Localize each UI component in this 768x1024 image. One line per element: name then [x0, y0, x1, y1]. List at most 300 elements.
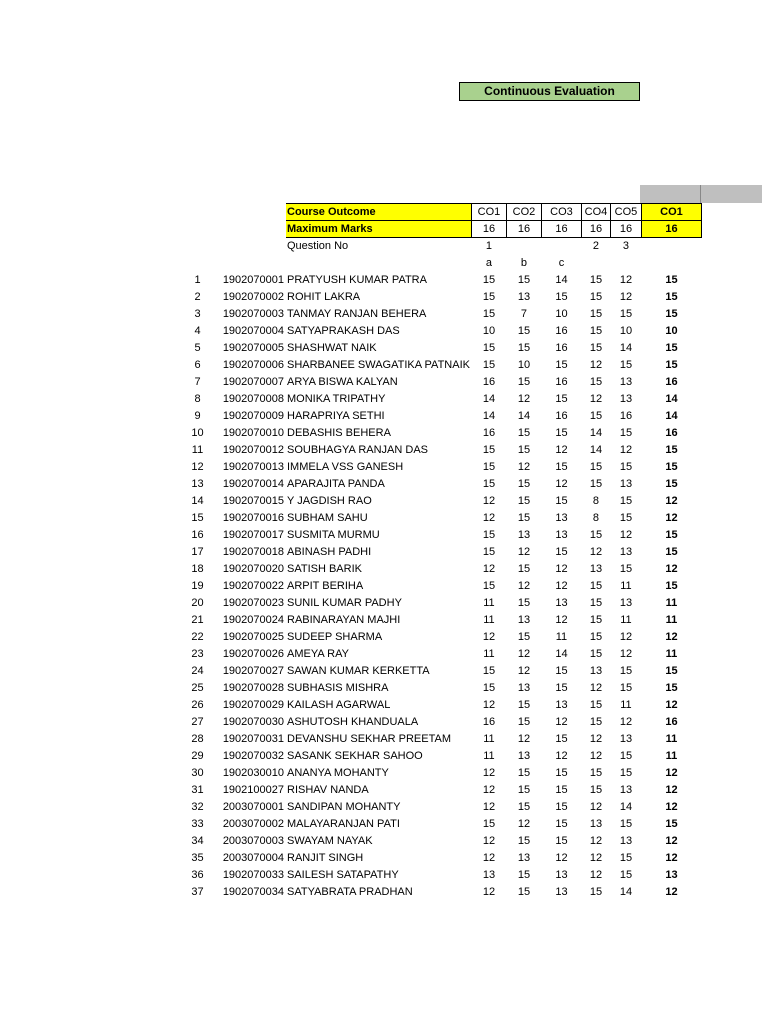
mark-q3: 15: [619, 665, 633, 677]
mark-q2: 15: [589, 291, 603, 303]
sub-part: a: [485, 257, 493, 269]
serial-no: 23: [191, 648, 204, 660]
max-marks-row: [188, 221, 702, 238]
co-header: CO1: [471, 204, 506, 221]
co1-score: 11: [665, 750, 678, 762]
table-row: [188, 561, 702, 578]
mark-q2: 8: [592, 512, 600, 524]
mark-q1a: 10: [482, 325, 496, 337]
student-name: DEBASHIS BEHERA: [287, 427, 391, 439]
mark-q3: 11: [620, 614, 632, 626]
roll-no: 2003070002: [222, 818, 284, 830]
roll-no: 2003070003: [222, 835, 284, 847]
student-name: ANANYA MOHANTY: [287, 767, 389, 779]
mark-q2: 15: [589, 461, 603, 473]
max-mark: 16: [541, 221, 581, 238]
sub-part-row: [188, 255, 702, 272]
mark-q1c: 15: [555, 546, 568, 558]
serial-no: 34: [191, 835, 204, 847]
table-row: [188, 357, 702, 374]
roll-no: 1902070025: [222, 631, 284, 643]
mark-q3: 13: [619, 784, 633, 796]
serial-no: 13: [191, 478, 204, 490]
co1-score: 12: [665, 767, 678, 779]
mark-q1a: 13: [482, 869, 496, 881]
student-name: SATYABRATA PRADHAN: [287, 886, 413, 898]
max-mark: 16: [471, 221, 506, 238]
table-row: [188, 374, 702, 391]
mark-q3: 11: [620, 699, 632, 711]
mark-q3: 13: [619, 546, 633, 558]
mark-q1a: 16: [482, 427, 496, 439]
mark-q1c: 15: [555, 427, 568, 439]
mark-q2: 14: [589, 427, 603, 439]
serial-no: 21: [191, 614, 204, 626]
serial-no: 8: [194, 393, 201, 405]
mark-q2: 12: [589, 546, 603, 558]
mark-q2: 15: [589, 325, 603, 337]
roll-no: 1902070009: [222, 410, 284, 422]
roll-no: 1902070030: [222, 716, 284, 728]
roll-no: 1902070003: [222, 308, 284, 320]
co1-score: 11: [665, 648, 678, 660]
mark-q1b: 13: [517, 750, 531, 762]
mark-q1a: 15: [482, 461, 496, 473]
mark-q3: 13: [619, 376, 633, 388]
mark-q3: 12: [619, 648, 633, 660]
mark-q3: 15: [619, 852, 633, 864]
roll-no: 1902030010: [222, 767, 284, 779]
mark-q3: 15: [619, 767, 633, 779]
mark-q1b: 12: [517, 665, 531, 677]
mark-q1a: 15: [482, 291, 496, 303]
mark-q1a: 15: [482, 274, 496, 286]
mark-q1b: 15: [517, 376, 531, 388]
student-name: HARAPRIYA SETHI: [287, 410, 385, 422]
mark-q1a: 12: [482, 767, 496, 779]
roll-no: 1902070008: [222, 393, 284, 405]
mark-q1c: 15: [555, 665, 568, 677]
serial-no: 5: [194, 342, 201, 354]
mark-q1c: 16: [555, 410, 568, 422]
mark-q1b: 15: [517, 495, 531, 507]
mark-q1a: 15: [482, 580, 496, 592]
student-name: ROHIT LAKRA: [287, 291, 361, 303]
question-no: 1: [485, 240, 493, 252]
mark-q1a: 12: [482, 699, 496, 711]
mark-q2: 15: [589, 308, 603, 320]
mark-q1c: 12: [555, 716, 568, 728]
student-name: SWAYAM NAYAK: [287, 835, 373, 847]
mark-q1c: 12: [555, 444, 568, 456]
mark-q1b: 13: [517, 682, 531, 694]
student-name: RISHAV NANDA: [287, 784, 369, 796]
table-row: [188, 884, 702, 901]
table-row: [188, 646, 702, 663]
co1-score: 15: [665, 478, 678, 490]
table-row: [188, 612, 702, 629]
mark-q1b: 15: [517, 801, 531, 813]
mark-q2: 13: [589, 818, 603, 830]
mark-q1b: 15: [517, 886, 531, 898]
co1-score: 12: [665, 495, 678, 507]
mark-q1c: 16: [555, 342, 568, 354]
mark-q3: 11: [620, 580, 632, 592]
roll-no: 1902070032: [222, 750, 284, 762]
student-name: SHASHWAT NAIK: [287, 342, 377, 354]
co1-score: 12: [665, 801, 678, 813]
mark-q1b: 12: [517, 648, 531, 660]
mark-q1a: 14: [482, 393, 496, 405]
co1-score: 15: [665, 461, 678, 473]
mark-q1c: 15: [555, 359, 568, 371]
serial-no: 18: [191, 563, 204, 575]
roll-no: 1902070031: [222, 733, 284, 745]
mark-q1b: 12: [517, 546, 531, 558]
mark-q3: 12: [619, 716, 633, 728]
mark-q1a: 15: [482, 478, 496, 490]
mark-q3: 13: [619, 393, 633, 405]
roll-no: 1902070028: [222, 682, 284, 694]
serial-no: 10: [191, 427, 204, 439]
serial-no: 7: [194, 376, 201, 388]
co1-score: 15: [665, 274, 678, 286]
table-row: [188, 799, 702, 816]
mark-q2: 15: [589, 580, 603, 592]
mark-q1a: 15: [482, 529, 496, 541]
mark-q2: 15: [589, 529, 603, 541]
student-name: SHARBANEE SWAGATIKA PATNAIK: [287, 359, 470, 371]
table-row: [188, 680, 702, 697]
serial-no: 33: [191, 818, 204, 830]
co1-score: 15: [665, 665, 678, 677]
mark-q1a: 12: [482, 631, 496, 643]
table-row: [188, 442, 702, 459]
student-name: Y JAGDISH RAO: [287, 495, 372, 507]
mark-q2: 15: [589, 274, 603, 286]
co1-score: 15: [665, 580, 678, 592]
mark-q1c: 14: [555, 274, 568, 286]
serial-no: 25: [191, 682, 204, 694]
mark-q2: 15: [589, 342, 603, 354]
table-row: [188, 510, 702, 527]
table-row: [188, 850, 702, 867]
co1-score: 12: [665, 835, 678, 847]
mark-q3: 15: [619, 308, 633, 320]
serial-no: 3: [194, 308, 201, 320]
mark-q3: 13: [619, 478, 633, 490]
student-name: SANDIPAN MOHANTY: [287, 801, 401, 813]
co1-score: 16: [665, 376, 678, 388]
roll-no: 1902070027: [222, 665, 284, 677]
mark-q2: 12: [589, 869, 603, 881]
table-row: [188, 476, 702, 493]
mark-q1c: 15: [555, 291, 568, 303]
roll-no: 1902070020: [222, 563, 284, 575]
co1-score: 16: [665, 716, 678, 728]
mark-q2: 15: [589, 376, 603, 388]
mark-q3: 15: [619, 495, 633, 507]
mark-q1c: 14: [555, 648, 568, 660]
mark-q1a: 15: [482, 682, 496, 694]
mark-q1c: 12: [555, 750, 568, 762]
table-row: [188, 816, 702, 833]
mark-q1a: 12: [482, 886, 496, 898]
table-row: [188, 782, 702, 799]
serial-no: 17: [191, 546, 204, 558]
mark-q1b: 15: [517, 427, 531, 439]
serial-no: 11: [191, 444, 204, 456]
student-name: TANMAY RANJAN BEHERA: [287, 308, 427, 320]
mark-q1c: 13: [555, 512, 568, 524]
co1-score: 15: [665, 682, 678, 694]
mark-q1b: 14: [517, 410, 531, 422]
mark-q1a: 12: [482, 563, 496, 575]
co1-score: 14: [665, 410, 678, 422]
mark-q1c: 11: [555, 631, 568, 643]
roll-no: 2003070001: [222, 801, 284, 813]
co1-score: 12: [665, 699, 678, 711]
table-row: [188, 867, 702, 884]
mark-q1c: 15: [555, 784, 568, 796]
mark-q1b: 15: [517, 274, 531, 286]
co-header: CO3: [541, 204, 581, 221]
co1-score: 12: [665, 784, 678, 796]
student-name: KAILASH AGARWAL: [287, 699, 391, 711]
mark-q3: 12: [619, 291, 633, 303]
serial-no: 15: [191, 512, 204, 524]
mark-q1c: 12: [555, 614, 568, 626]
mark-q2: 12: [589, 750, 603, 762]
mark-q1a: 15: [482, 342, 496, 354]
mark-q1a: 11: [483, 733, 495, 745]
table-row: [188, 748, 702, 765]
mark-q1b: 13: [517, 291, 531, 303]
student-name: MALAYARANJAN PATI: [287, 818, 400, 830]
student-name: RANJIT SINGH: [287, 852, 364, 864]
mark-q1c: 15: [555, 733, 568, 745]
mark-q2: 15: [589, 767, 603, 779]
roll-no: 1902070033: [222, 869, 284, 881]
mark-q3: 14: [619, 342, 633, 354]
serial-no: 1: [194, 274, 201, 286]
serial-no: 22: [191, 631, 204, 643]
co-header: CO2: [506, 204, 541, 221]
mark-q2: 15: [589, 648, 603, 660]
mark-q1a: 11: [483, 648, 495, 660]
mark-q1a: 14: [482, 410, 496, 422]
co1-score: 15: [665, 529, 678, 541]
mark-q1c: 12: [555, 580, 568, 592]
student-name: SUBHASIS MISHRA: [287, 682, 389, 694]
mark-q3: 15: [619, 359, 633, 371]
mark-q3: 16: [619, 410, 633, 422]
mark-q1c: 13: [555, 597, 568, 609]
student-name: SUBHAM SAHU: [287, 512, 368, 524]
student-name: SUDEEP SHARMA: [287, 631, 383, 643]
mark-q1b: 15: [517, 597, 531, 609]
mark-q1c: 16: [555, 376, 568, 388]
serial-no: 26: [191, 699, 204, 711]
serial-no: 29: [191, 750, 204, 762]
serial-no: 32: [191, 801, 204, 813]
table-row: [188, 391, 702, 408]
grey-header-cell: [640, 185, 762, 203]
roll-no: 1902070034: [222, 886, 284, 898]
mark-q1c: 16: [555, 325, 568, 337]
mark-q1b: 10: [517, 359, 531, 371]
co1-score: 13: [665, 869, 678, 881]
table-row: [188, 459, 702, 476]
serial-no: 36: [191, 869, 204, 881]
roll-no: 1902100027: [222, 784, 284, 796]
mark-q1b: 15: [517, 835, 531, 847]
serial-no: 24: [191, 665, 204, 677]
table-row: [188, 408, 702, 425]
sheet-title: Continuous Evaluation: [459, 82, 640, 101]
roll-no: 1902070026: [222, 648, 284, 660]
mark-q1b: 15: [517, 563, 531, 575]
question-no: 3: [622, 240, 630, 252]
serial-no: 30: [191, 767, 204, 779]
roll-no: 1902070004: [222, 325, 284, 337]
student-name: ARYA BISWA KALYAN: [287, 376, 398, 388]
course-outcome-label: Course Outcome: [286, 204, 472, 221]
mark-q1c: 13: [555, 529, 568, 541]
table-row: [188, 714, 702, 731]
mark-q2: 15: [589, 631, 603, 643]
mark-q1c: 13: [555, 699, 568, 711]
table-row: [188, 663, 702, 680]
table-row: [188, 629, 702, 646]
roll-no: 1902070016: [222, 512, 284, 524]
student-name: SAWAN KUMAR KERKETTA: [287, 665, 430, 677]
mark-q2: 12: [589, 359, 603, 371]
co1-score: 15: [665, 818, 678, 830]
mark-q1a: 16: [482, 376, 496, 388]
mark-q2: 12: [589, 801, 603, 813]
mark-q1a: 16: [482, 716, 496, 728]
mark-q1c: 15: [555, 818, 568, 830]
table-row: [188, 306, 702, 323]
roll-no: 1902070001: [222, 274, 284, 286]
mark-q1b: 15: [517, 478, 531, 490]
co1-score: 12: [665, 852, 678, 864]
mark-q1b: 12: [517, 580, 531, 592]
roll-no: 1902070018: [222, 546, 284, 558]
serial-no: 31: [191, 784, 204, 796]
mark-q1b: 12: [517, 733, 531, 745]
max-mark: 16: [581, 221, 610, 238]
mark-q1c: 15: [555, 767, 568, 779]
table-row: [188, 731, 702, 748]
mark-q3: 13: [619, 835, 633, 847]
co1-score: 16: [665, 427, 678, 439]
mark-q3: 14: [619, 886, 633, 898]
mark-q2: 15: [589, 886, 603, 898]
co1-score: 12: [665, 886, 678, 898]
mark-q1b: 7: [520, 308, 528, 320]
mark-q1b: 15: [517, 512, 531, 524]
mark-q3: 13: [619, 597, 633, 609]
mark-q1a: 12: [482, 784, 496, 796]
mark-q2: 12: [589, 733, 603, 745]
mark-q1b: 15: [517, 869, 531, 881]
mark-q1b: 12: [517, 393, 531, 405]
mark-q3: 14: [619, 801, 633, 813]
co1-score: 15: [665, 546, 678, 558]
table-row: [188, 527, 702, 544]
mark-q2: 12: [589, 682, 603, 694]
mark-q1b: 15: [517, 767, 531, 779]
mark-q1a: 12: [482, 801, 496, 813]
student-name: SUNIL KUMAR PADHY: [287, 597, 402, 609]
sub-part: c: [558, 257, 565, 269]
mark-q1b: 15: [517, 342, 531, 354]
mark-q2: 15: [589, 699, 603, 711]
roll-no: 1902070013: [222, 461, 284, 473]
mark-q1b: 15: [517, 716, 531, 728]
mark-q1b: 15: [517, 631, 531, 643]
student-name: AMEYA RAY: [287, 648, 349, 660]
co1-score: 10: [665, 325, 678, 337]
mark-q3: 12: [619, 631, 633, 643]
serial-no: 37: [191, 886, 204, 898]
co1-score: 15: [665, 359, 678, 371]
co-header: CO5: [610, 204, 641, 221]
student-name: SAILESH SATAPATHY: [287, 869, 399, 881]
mark-q1c: 12: [555, 478, 568, 490]
roll-no: 1902070005: [222, 342, 284, 354]
serial-no: 20: [191, 597, 204, 609]
mark-q1a: 11: [483, 750, 495, 762]
serial-no: 12: [191, 461, 204, 473]
roll-no: 1902070015: [222, 495, 284, 507]
mark-q3: 10: [619, 325, 633, 337]
sub-part: [610, 255, 641, 272]
student-name: APARAJITA PANDA: [287, 478, 385, 490]
mark-q1b: 13: [517, 852, 531, 864]
mark-q1a: 15: [482, 444, 496, 456]
student-name: RABINARAYAN MAJHI: [287, 614, 401, 626]
student-name: SATISH BARIK: [287, 563, 362, 575]
mark-q1b: 13: [517, 614, 531, 626]
mark-q2: 15: [589, 784, 603, 796]
table-row: [188, 493, 702, 510]
table-row: [188, 340, 702, 357]
mark-q1a: 12: [482, 495, 496, 507]
co1-score: 14: [665, 393, 678, 405]
mark-q1b: 15: [517, 444, 531, 456]
serial-no: 28: [191, 733, 204, 745]
serial-no: 27: [191, 716, 204, 728]
mark-q1c: 15: [555, 801, 568, 813]
serial-no: 16: [191, 529, 204, 541]
co-summary-header: CO1: [641, 204, 701, 221]
student-name: SASANK SEKHAR SAHOO: [287, 750, 423, 762]
mark-q1a: 15: [482, 546, 496, 558]
mark-q2: 8: [592, 495, 600, 507]
co1-score: 12: [665, 512, 678, 524]
table-row: [188, 425, 702, 442]
question-no: [541, 238, 581, 255]
table-row: [188, 323, 702, 340]
table-row: [188, 272, 702, 289]
mark-q3: 12: [619, 529, 633, 541]
co-header: CO4: [581, 204, 610, 221]
mark-q3: 15: [619, 461, 633, 473]
co1-score: 15: [665, 444, 678, 456]
